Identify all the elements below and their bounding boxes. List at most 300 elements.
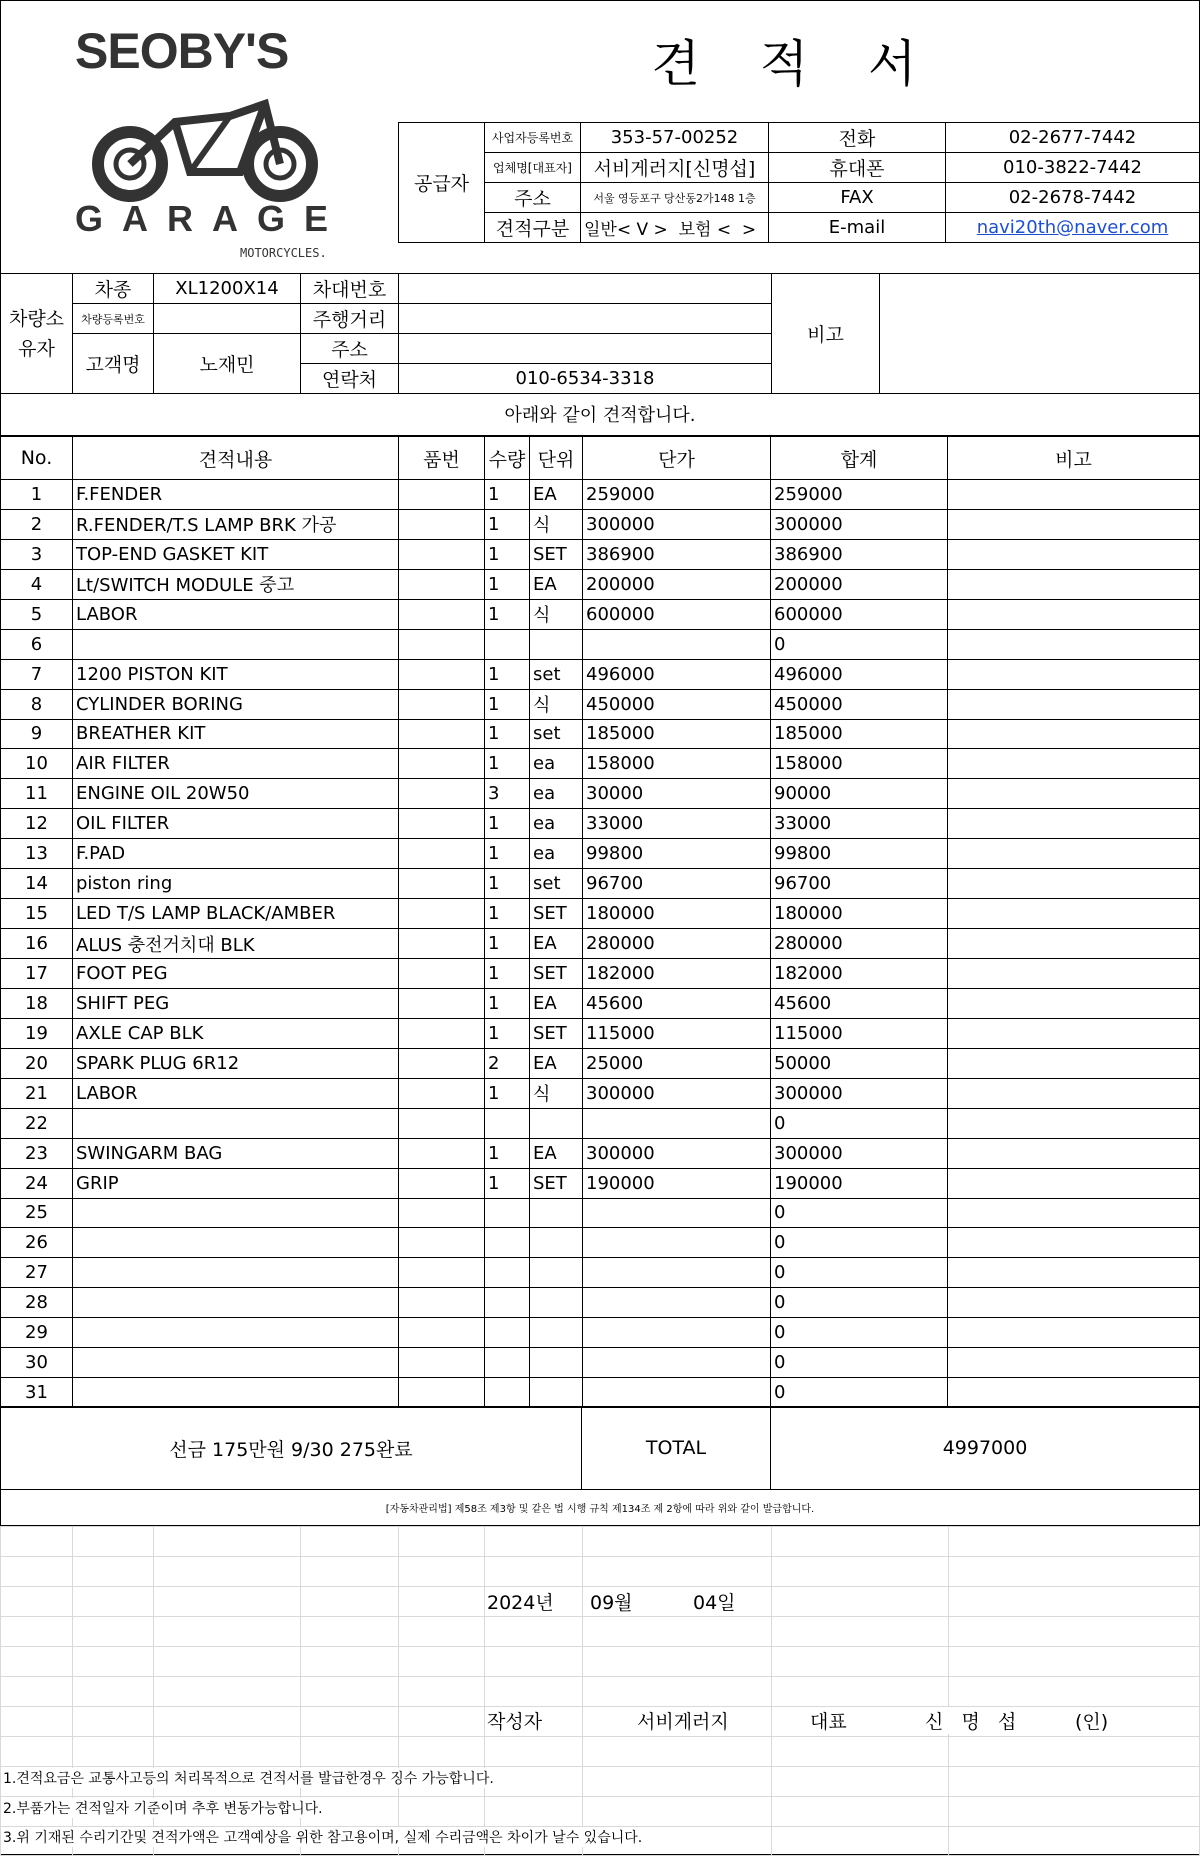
row-no: 15 xyxy=(1,899,73,929)
row-no: 1 xyxy=(1,480,73,510)
row-no: 23 xyxy=(1,1138,73,1168)
row-unit-price xyxy=(583,1228,771,1258)
row-unit-price: 496000 xyxy=(583,659,771,689)
table-row xyxy=(1,629,1200,659)
row-amount: 115000 xyxy=(771,1018,948,1048)
row-remark xyxy=(948,1288,1200,1318)
row-description: CYLINDER BORING xyxy=(73,689,399,719)
row-remark xyxy=(948,659,1200,689)
logo xyxy=(60,10,360,265)
row-no: 13 xyxy=(1,839,73,869)
row-unit-price: 99800 xyxy=(583,839,771,869)
row-unit-price: 300000 xyxy=(583,1138,771,1168)
row-part-no xyxy=(399,1018,485,1048)
row-amount: 300000 xyxy=(771,1138,948,1168)
row-amount: 0 xyxy=(771,1288,948,1318)
table-row xyxy=(1,1378,1200,1408)
row-unit: EA xyxy=(530,1048,583,1078)
row-unit-price xyxy=(583,1198,771,1228)
row-qty: 1 xyxy=(485,480,530,510)
row-unit-price xyxy=(583,1318,771,1348)
row-unit-price: 450000 xyxy=(583,689,771,719)
row-description: TOP-END GASKET KIT xyxy=(73,539,399,569)
row-description: ENGINE OIL 20W50 xyxy=(73,779,399,809)
row-description: AIR FILTER xyxy=(73,749,399,779)
row-description xyxy=(73,1108,399,1138)
row-qty: 1 xyxy=(485,869,530,899)
row-remark xyxy=(948,749,1200,779)
row-part-no xyxy=(399,689,485,719)
row-unit: set xyxy=(530,869,583,899)
row-unit-price xyxy=(583,1258,771,1288)
table-row xyxy=(1,899,1200,929)
row-unit: EA xyxy=(530,929,583,959)
row-unit-price: 96700 xyxy=(583,869,771,899)
row-amount: 96700 xyxy=(771,869,948,899)
table-row xyxy=(1,1288,1200,1318)
table-row xyxy=(1,809,1200,839)
row-amount: 99800 xyxy=(771,839,948,869)
table-row xyxy=(1,779,1200,809)
row-unit xyxy=(530,1198,583,1228)
address-value: 서울 영등포구 당산동2가148 1층 xyxy=(581,183,769,213)
row-unit-price xyxy=(583,1348,771,1378)
date-day: 04일 xyxy=(693,1588,736,1615)
reg-no-value: 353-57-00252 xyxy=(581,123,769,153)
row-amount: 182000 xyxy=(771,959,948,989)
row-no: 5 xyxy=(1,599,73,629)
table-row xyxy=(1,689,1200,719)
table-row xyxy=(1,1198,1200,1228)
row-no: 2 xyxy=(1,509,73,539)
row-remark xyxy=(948,1318,1200,1348)
row-remark xyxy=(948,480,1200,510)
contact-label: 연락처 xyxy=(301,364,399,394)
row-part-no xyxy=(399,569,485,599)
row-part-no xyxy=(399,509,485,539)
col-header: 비고 xyxy=(948,437,1200,480)
row-remark xyxy=(948,1108,1200,1138)
col-header: 단가 xyxy=(583,437,771,480)
row-amount: 33000 xyxy=(771,809,948,839)
row-no: 19 xyxy=(1,1018,73,1048)
row-description: SWINGARM BAG xyxy=(73,1138,399,1168)
owner-table xyxy=(0,273,1200,394)
row-part-no xyxy=(399,869,485,899)
phone-label: 전화 xyxy=(769,123,946,153)
row-part-no xyxy=(399,1378,485,1408)
contact-value: 010-6534-3318 xyxy=(399,364,772,394)
row-unit: 식 xyxy=(530,689,583,719)
row-amount: 185000 xyxy=(771,719,948,749)
row-unit-price: 259000 xyxy=(583,480,771,510)
table-row xyxy=(1,959,1200,989)
table-row xyxy=(1,659,1200,689)
logo-brand-text: SEOBY'S xyxy=(75,23,289,79)
row-qty: 1 xyxy=(485,1078,530,1108)
row-qty xyxy=(485,1198,530,1228)
col-header: 견적내용 xyxy=(73,437,399,480)
document-title: 견 적 서 xyxy=(651,35,939,93)
owner-address-value xyxy=(399,334,772,364)
row-unit-price: 182000 xyxy=(583,959,771,989)
supplier-table xyxy=(398,122,1200,243)
note-line: 3.위 기재된 수리기간및 견적가액은 고객예상을 위한 참고용이며, 실제 수리금액은 차이가 날수 있습니다. xyxy=(3,1827,646,1847)
row-no: 11 xyxy=(1,779,73,809)
fax-value: 02-2678-7442 xyxy=(946,183,1200,213)
row-no: 24 xyxy=(1,1168,73,1198)
row-no: 18 xyxy=(1,988,73,1018)
law-note: [자동차관리법] 제58조 제3항 및 같은 법 시행 규칙 제134조 제 2항에 따라 위와 같이 발급합니다. xyxy=(385,1504,815,1515)
row-qty xyxy=(485,629,530,659)
row-unit: EA xyxy=(530,480,583,510)
row-description: OIL FILTER xyxy=(73,809,399,839)
row-unit-price: 33000 xyxy=(583,809,771,839)
col-header: 단위 xyxy=(530,437,583,480)
row-qty xyxy=(485,1288,530,1318)
table-row xyxy=(1,1258,1200,1288)
row-unit: set xyxy=(530,719,583,749)
reg-label: 차량등록번호 xyxy=(73,304,154,334)
row-amount: 300000 xyxy=(771,509,948,539)
row-description: AXLE CAP BLK xyxy=(73,1018,399,1048)
row-amount: 386900 xyxy=(771,539,948,569)
row-part-no xyxy=(399,1138,485,1168)
row-qty: 1 xyxy=(485,809,530,839)
mobile-label: 휴대폰 xyxy=(769,153,946,183)
customer-value: 노재민 xyxy=(154,334,301,394)
row-part-no xyxy=(399,809,485,839)
row-unit: EA xyxy=(530,569,583,599)
table-row xyxy=(1,480,1200,510)
row-qty: 3 xyxy=(485,779,530,809)
row-qty: 1 xyxy=(485,929,530,959)
row-qty: 2 xyxy=(485,1048,530,1078)
owner-label: 차량소유자 xyxy=(1,274,73,394)
email-link[interactable]: navi20th@naver.com xyxy=(946,213,1200,243)
phone-value: 02-2677-7442 xyxy=(946,123,1200,153)
row-no: 9 xyxy=(1,719,73,749)
row-unit xyxy=(530,1348,583,1378)
row-unit: SET xyxy=(530,899,583,929)
payment-memo: 선금 175만원 9/30 275완료 xyxy=(1,1407,582,1490)
row-remark xyxy=(948,1348,1200,1378)
row-remark xyxy=(948,1078,1200,1108)
mileage-value xyxy=(399,304,772,334)
logo-garage-text: GARAGE xyxy=(75,198,348,239)
table-row xyxy=(1,988,1200,1018)
row-qty xyxy=(485,1258,530,1288)
table-row xyxy=(1,749,1200,779)
row-unit: 식 xyxy=(530,599,583,629)
row-description: ALUS 충전거치대 BLK xyxy=(73,929,399,959)
row-no: 14 xyxy=(1,869,73,899)
row-remark xyxy=(948,809,1200,839)
table-row xyxy=(1,1318,1200,1348)
row-part-no xyxy=(399,1048,485,1078)
row-qty: 1 xyxy=(485,659,530,689)
row-remark xyxy=(948,899,1200,929)
row-unit-price xyxy=(583,629,771,659)
total-table xyxy=(0,1406,1200,1490)
row-description xyxy=(73,1288,399,1318)
row-amount: 90000 xyxy=(771,779,948,809)
row-no: 8 xyxy=(1,689,73,719)
mileage-label: 주행거리 xyxy=(301,304,399,334)
writer-label: 작성자 xyxy=(487,1707,542,1734)
row-part-no xyxy=(399,839,485,869)
row-qty: 1 xyxy=(485,959,530,989)
row-remark xyxy=(948,539,1200,569)
row-no: 4 xyxy=(1,569,73,599)
row-part-no xyxy=(399,1258,485,1288)
row-remark xyxy=(948,1168,1200,1198)
row-remark xyxy=(948,599,1200,629)
row-description: piston ring xyxy=(73,869,399,899)
row-part-no xyxy=(399,988,485,1018)
row-unit: SET xyxy=(530,959,583,989)
row-part-no xyxy=(399,539,485,569)
table-row xyxy=(1,839,1200,869)
col-header: 수량 xyxy=(485,437,530,480)
table-row xyxy=(1,599,1200,629)
owner-address-label: 주소 xyxy=(301,334,399,364)
row-amount: 50000 xyxy=(771,1048,948,1078)
row-amount: 0 xyxy=(771,1258,948,1288)
row-remark xyxy=(948,719,1200,749)
row-description xyxy=(73,1228,399,1258)
note-line: 1.견적요금은 교통사고등의 처리목적으로 견적서를 발급한경우 징수 가능합니다. xyxy=(3,1768,498,1788)
row-no: 10 xyxy=(1,749,73,779)
mobile-value: 010-3822-7442 xyxy=(946,153,1200,183)
row-description: SPARK PLUG 6R12 xyxy=(73,1048,399,1078)
row-unit xyxy=(530,1378,583,1408)
row-qty xyxy=(485,1228,530,1258)
row-amount: 190000 xyxy=(771,1168,948,1198)
row-part-no xyxy=(399,899,485,929)
note-line: 2.부품가는 견적일자 기준이며 추후 변동가능합니다. xyxy=(3,1798,327,1818)
items-table xyxy=(0,436,1200,1408)
row-no: 30 xyxy=(1,1348,73,1378)
row-unit: EA xyxy=(530,988,583,1018)
row-unit xyxy=(530,1228,583,1258)
row-unit-price: 158000 xyxy=(583,749,771,779)
row-qty: 1 xyxy=(485,899,530,929)
row-unit-price: 190000 xyxy=(583,1168,771,1198)
row-amount: 450000 xyxy=(771,689,948,719)
row-amount: 0 xyxy=(771,1108,948,1138)
row-unit: EA xyxy=(530,1138,583,1168)
row-part-no xyxy=(399,659,485,689)
row-remark xyxy=(948,569,1200,599)
row-remark xyxy=(948,839,1200,869)
row-amount: 0 xyxy=(771,1318,948,1348)
row-description: LED T/S LAMP BLACK/AMBER xyxy=(73,899,399,929)
row-description xyxy=(73,1258,399,1288)
seal-mark: (인) xyxy=(1075,1707,1108,1734)
row-no: 20 xyxy=(1,1048,73,1078)
row-unit-price xyxy=(583,1378,771,1408)
items-body xyxy=(1,480,1200,1408)
customer-label: 고객명 xyxy=(73,334,154,394)
row-unit xyxy=(530,1318,583,1348)
row-amount: 0 xyxy=(771,1198,948,1228)
row-no: 27 xyxy=(1,1258,73,1288)
row-unit-price: 30000 xyxy=(583,779,771,809)
row-unit xyxy=(530,1288,583,1318)
row-unit xyxy=(530,629,583,659)
row-unit-price: 200000 xyxy=(583,569,771,599)
row-unit: SET xyxy=(530,539,583,569)
table-row xyxy=(1,1138,1200,1168)
table-row xyxy=(1,569,1200,599)
row-remark xyxy=(948,929,1200,959)
row-amount: 0 xyxy=(771,1348,948,1378)
row-part-no xyxy=(399,629,485,659)
row-part-no xyxy=(399,1108,485,1138)
row-part-no xyxy=(399,1228,485,1258)
table-row xyxy=(1,869,1200,899)
row-amount: 0 xyxy=(771,1228,948,1258)
estimate-type-label: 견적구분 xyxy=(485,213,581,243)
row-remark xyxy=(948,1048,1200,1078)
col-header: No. xyxy=(1,437,73,480)
row-amount: 0 xyxy=(771,1378,948,1408)
row-part-no xyxy=(399,1168,485,1198)
row-unit: ea xyxy=(530,809,583,839)
row-part-no xyxy=(399,1318,485,1348)
row-description: Lt/SWITCH MODULE 중고 xyxy=(73,569,399,599)
row-description xyxy=(73,1198,399,1228)
row-description: SHIFT PEG xyxy=(73,988,399,1018)
row-part-no xyxy=(399,749,485,779)
row-no: 29 xyxy=(1,1318,73,1348)
row-no: 31 xyxy=(1,1378,73,1408)
row-description: 1200 PISTON KIT xyxy=(73,659,399,689)
row-no: 28 xyxy=(1,1288,73,1318)
row-unit-price xyxy=(583,1288,771,1318)
col-header: 품번 xyxy=(399,437,485,480)
row-part-no xyxy=(399,959,485,989)
date-year: 2024년 xyxy=(487,1588,554,1615)
table-row xyxy=(1,1048,1200,1078)
row-qty: 1 xyxy=(485,1138,530,1168)
row-remark xyxy=(948,779,1200,809)
company-value: 서비게러지[신명섭] xyxy=(581,153,769,183)
row-part-no xyxy=(399,779,485,809)
row-qty: 1 xyxy=(485,569,530,599)
row-description xyxy=(73,629,399,659)
email-label: E-mail xyxy=(769,213,946,243)
row-amount: 158000 xyxy=(771,749,948,779)
row-remark xyxy=(948,1138,1200,1168)
row-part-no xyxy=(399,599,485,629)
row-description: BREATHER KIT xyxy=(73,719,399,749)
row-description: GRIP xyxy=(73,1168,399,1198)
row-qty: 1 xyxy=(485,599,530,629)
row-remark xyxy=(948,959,1200,989)
row-unit: SET xyxy=(530,1018,583,1048)
row-remark xyxy=(948,629,1200,659)
row-qty: 1 xyxy=(485,839,530,869)
row-part-no xyxy=(399,719,485,749)
row-remark xyxy=(948,509,1200,539)
row-unit-price: 280000 xyxy=(583,929,771,959)
row-remark xyxy=(948,1228,1200,1258)
row-description: F.FENDER xyxy=(73,480,399,510)
row-part-no xyxy=(399,1078,485,1108)
row-remark xyxy=(948,689,1200,719)
table-row xyxy=(1,1228,1200,1258)
row-unit-price: 600000 xyxy=(583,599,771,629)
row-qty: 1 xyxy=(485,1168,530,1198)
row-qty: 1 xyxy=(485,539,530,569)
row-unit: 식 xyxy=(530,509,583,539)
motorcycle-icon xyxy=(80,92,330,202)
model-value: XL1200X14 xyxy=(154,274,301,304)
table-row xyxy=(1,1168,1200,1198)
company-label: 업체명[대표자] xyxy=(485,153,581,183)
row-amount: 300000 xyxy=(771,1078,948,1108)
row-unit-price: 386900 xyxy=(583,539,771,569)
model-label: 차종 xyxy=(73,274,154,304)
row-no: 26 xyxy=(1,1228,73,1258)
row-description: LABOR xyxy=(73,599,399,629)
date-month: 09월 xyxy=(590,1588,633,1615)
row-no: 21 xyxy=(1,1078,73,1108)
row-remark xyxy=(948,869,1200,899)
row-amount: 280000 xyxy=(771,929,948,959)
table-row xyxy=(1,929,1200,959)
reg-no-label: 사업자등록번호 xyxy=(485,123,581,153)
row-no: 25 xyxy=(1,1198,73,1228)
row-remark xyxy=(948,988,1200,1018)
row-remark xyxy=(948,1018,1200,1048)
row-unit-price: 25000 xyxy=(583,1048,771,1078)
row-no: 7 xyxy=(1,659,73,689)
row-amount: 45600 xyxy=(771,988,948,1018)
row-unit-price xyxy=(583,1108,771,1138)
vin-label: 차대번호 xyxy=(301,274,399,304)
row-qty xyxy=(485,1318,530,1348)
row-unit-price: 180000 xyxy=(583,899,771,929)
address-label: 주소 xyxy=(485,183,581,213)
table-row xyxy=(1,1108,1200,1138)
row-remark xyxy=(948,1258,1200,1288)
row-amount: 600000 xyxy=(771,599,948,629)
row-description xyxy=(73,1348,399,1378)
row-no: 17 xyxy=(1,959,73,989)
row-qty: 1 xyxy=(485,719,530,749)
row-amount: 496000 xyxy=(771,659,948,689)
supplier-label: 공급자 xyxy=(399,123,485,243)
row-unit: ea xyxy=(530,749,583,779)
row-unit-price: 45600 xyxy=(583,988,771,1018)
row-description: FOOT PEG xyxy=(73,959,399,989)
row-qty: 1 xyxy=(485,1018,530,1048)
reg-value xyxy=(154,304,301,334)
row-unit-price: 185000 xyxy=(583,719,771,749)
row-amount: 259000 xyxy=(771,480,948,510)
row-no: 6 xyxy=(1,629,73,659)
row-part-no xyxy=(399,480,485,510)
row-unit-price: 115000 xyxy=(583,1018,771,1048)
table-row xyxy=(1,539,1200,569)
row-no: 16 xyxy=(1,929,73,959)
row-unit: ea xyxy=(530,839,583,869)
rep-value: 신 명 섭 xyxy=(925,1707,1016,1734)
rep-label: 대표 xyxy=(810,1707,847,1734)
